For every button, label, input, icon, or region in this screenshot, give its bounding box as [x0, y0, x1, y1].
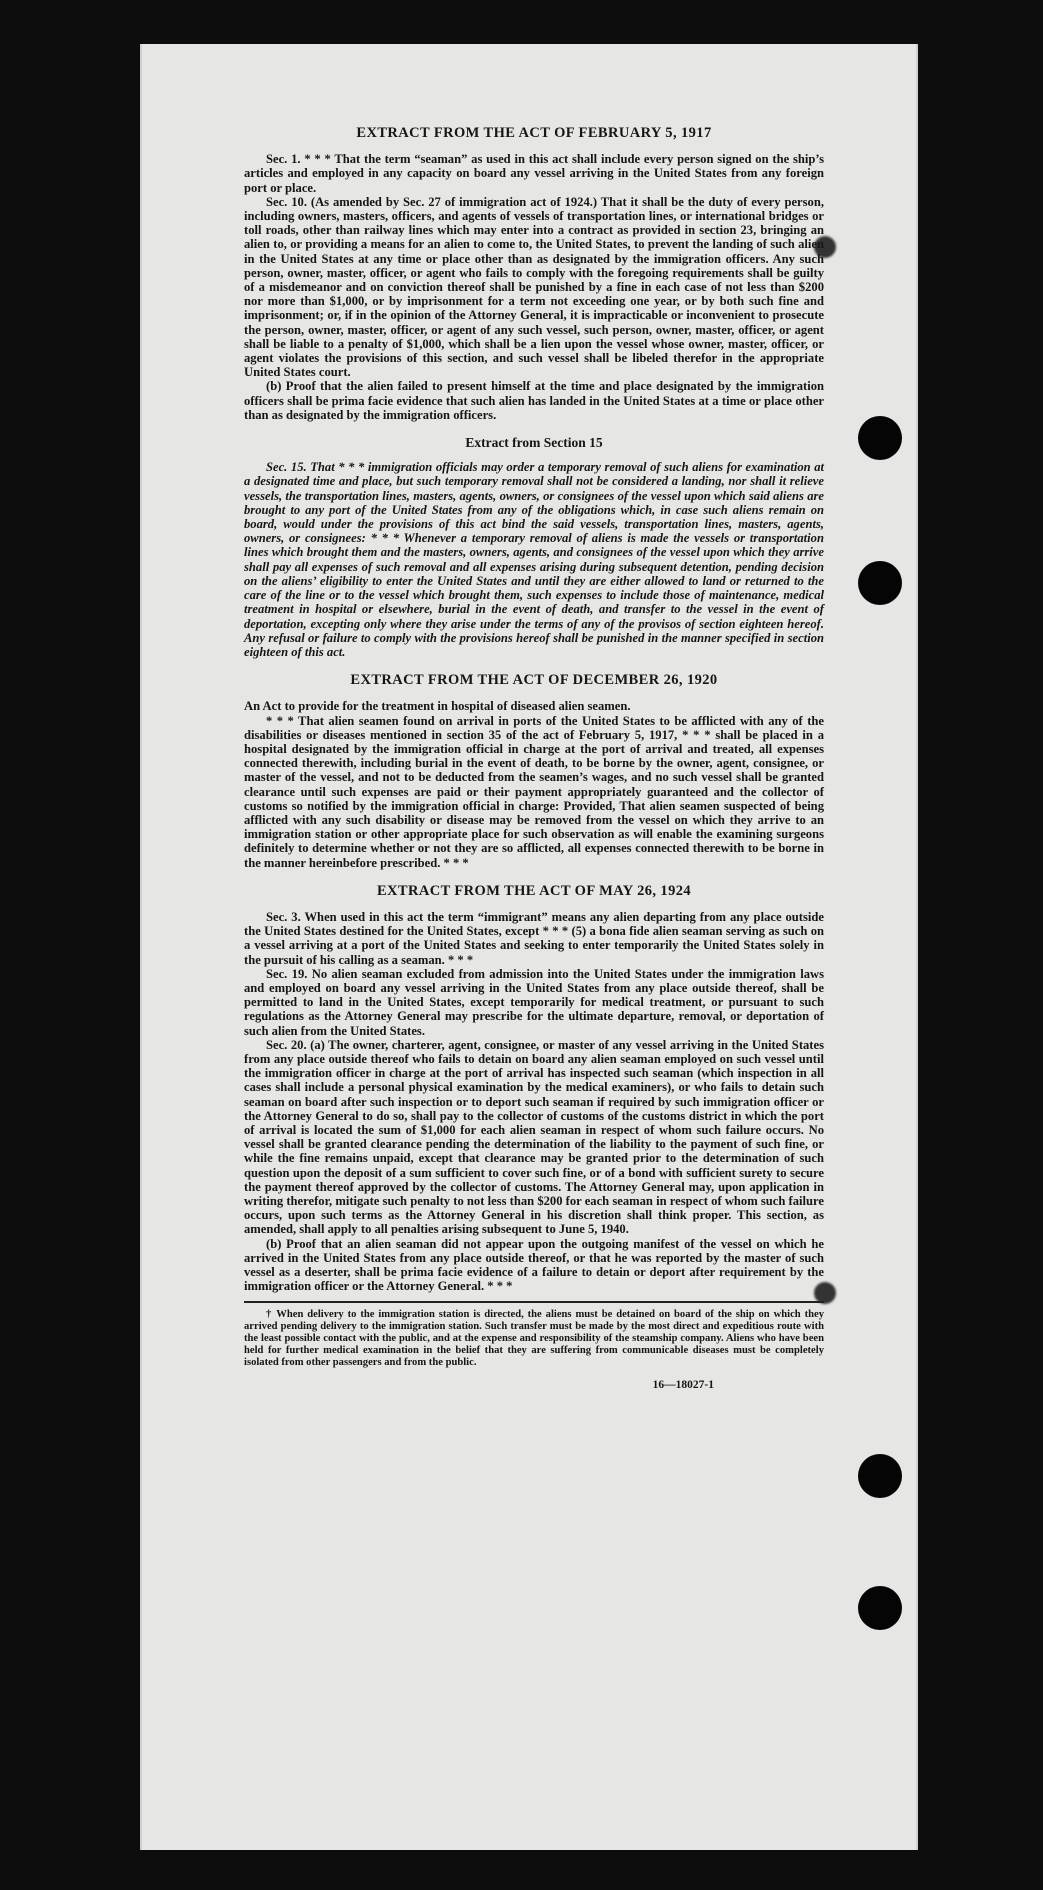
punch-hole [858, 561, 902, 605]
paragraph: Sec. 19. No alien seaman excluded from admission into the United States under the immigration laws and employed on board any vessel arriving in the United States from any place outside thereof, shall be permitted to land in the United States, except temporarily for medical treatment, or pursuant to such regulations as the Attorney General may prescribe for the ultimate departure, removal, or deportation of such alien from the United States. [244, 966, 824, 1038]
paragraph: (b) Proof that an alien seaman did not appear upon the outgoing manifest of the vessel on which he arrived in the United States from any place outside thereof, or that he was reported by the master of such vessel as a deserter, shall be prima facie evidence of a failure to detain or deport after requirement by the immigration officer or the Attorney General. * * * [244, 1236, 824, 1294]
paragraph: An Act to provide for the treatment in hospital of diseased alien seamen. [244, 699, 631, 714]
section-title: EXTRACT FROM THE ACT OF FEBRUARY 5, 1917 [356, 125, 712, 141]
punch-hole [858, 1586, 902, 1630]
divider [244, 1301, 824, 1303]
paragraph: (b) Proof that the alien failed to present himself at the time and place designated by the immigration officers shall be prima facie evidence that such alien has landed in the United States at a time or place other than as designated by the immigration officers. [244, 379, 824, 422]
paragraph: Sec. 3. When used in this act the term “immigrant” means any alien departing from any place outside the United States destined for the United States, except * * * (5) a bona fide alien seaman serving as such on a vessel arriving at a port of the United States and seeking to enter temporarily the United States solely in the pursuit of his calling as a seaman. * * * [244, 909, 824, 967]
footnote: † When delivery to the immigration station is directed, the aliens must be detained on board of the ship on which they arrived pending delivery to the immigration station. Such transfer must be made by the most direct and expeditious route with the least possible contact with the public, and at the expense and responsibility of the steamship company. Aliens who have been held for further medical examination in the belief that they are suffering from communicable diseases must be completely isolated from other passengers and from the public. [244, 1309, 824, 1368]
paragraph: * * * That alien seamen found on arrival in ports of the United States to be afflicted with any of the disabilities or diseases mentioned in section 35 of the act of February 5, 1917, * * * shall be placed in a hospital designated by the immigration official in charge at the port of arrival and treated, all expenses connected therewith, including burial in the event of death, to be borne by the owner, agent, consignee, or master of the vessel, and not to be deducted from the seamen’s wages, and no such vessel shall be granted clearance until such expenses are paid or their payment appropriately guaranteed and the collector of customs so notified by the immigration official in charge: Provided, That alien seamen suspected of being afflicted with any such disability or disease may be removed from the vessel on which they arrive to an immigration station or other appropriate place for such observation as will enable the examining surgeons definitely to determine whether or not they are so afflicted, all expenses connected therewith to be borne in the manner hereinbefore prescribed. * * * [244, 713, 824, 870]
document-page [140, 44, 918, 1850]
section-title: EXTRACT FROM THE ACT OF MAY 26, 1924 [376, 882, 692, 899]
paragraph: Sec. 1. * * * That the term “seaman” as used in this act shall include every person signed on the ship’s articles and employed in any capacity on board any vessel arriving in the United States from any foreign port or place. [244, 152, 824, 195]
section-title: Extract from Section 15 [465, 435, 603, 451]
form-number: 16—18027-1 [652, 1379, 714, 1392]
punch-hole [858, 1454, 902, 1498]
punch-hole [858, 416, 902, 460]
section-title: EXTRACT FROM THE ACT OF DECEMBER 26, 1920 [350, 672, 718, 689]
document-body [244, 126, 824, 1393]
paragraph: Sec. 20. (a) The owner, charterer, agent, consignee, or master of any vessel arriving in the United States from any place outside thereof who fails to detain on board any alien seaman employed on such vessel until the immigration officer in charge at the port of arrival has inspected such seaman (which inspection in all cases shall include a personal physical examination by the medical examiners), or who fails to detain such seaman on board after such inspection or to deport such seaman if required by such immigration officer or the Attorney General to do so, shall pay to the collector of customs of the customs district in which the port of arrival is located the sum of $1,000 for each alien seaman in respect of whom such failure occurs. No vessel shall be granted clearance pending the determination of the liability to the payment of such fine, or while the fine remains unpaid, except that clearance may be granted prior to the determination of such question upon the deposit of a sum sufficient to cover such fine, or of a bond with sufficient surety to secure the payment thereof approved by the collector of customs. The Attorney General may, upon application in writing therefor, mitigate such penalty to not less than $200 for each seaman in respect of whom such failure occurs, upon such terms as the Attorney General in his discretion shall think proper. This section, as amended, shall apply to all penalties arising subsequent to June 5, 1940. [244, 1037, 824, 1237]
paragraph: Sec. 15. That * * * immigration officials may order a temporary removal of such aliens for examination at a designated time and place, but such temporary removal shall not be considered a landing, nor shall it relieve vessels, the transportation lines, masters, agents, owners, or consignees of the vessel upon which said aliens are brought to any port of the United States from any of the obligations which, in case such aliens remain on board, would under the provisions of this act bind the said vessels, transportation lines, masters, agents, owners, or consignees: * * * Whenever a temporary removal of aliens is made the vessels or transportation lines which brought them and the masters, owners, agents, and consignees of the vessel upon which they arrive shall pay all expenses of such removal and all expenses arising during subsequent detention, pending decision on the aliens’ eligibility to enter the United States and until they are either allowed to land or returned to the care of the line or to the vessel which brought them, such expenses to include those of maintenance, medical treatment in hospital or elsewhere, burial in the event of death, and transfer to the vessel in the event of deportation, excepting only where they arise under the terms of any of the provisos of section eighteen hereof. Any refusal or failure to comply with the provisions hereof shall be punished in the manner specified in section eighteen of this act. [244, 460, 824, 659]
paragraph: Sec. 10. (As amended by Sec. 27 of immigration act of 1924.) That it shall be the duty of every person, including owners, masters, officers, and agents of vessels of transportation lines, or international bridges or toll roads, other than railway lines which may enter into a contract as provided in section 23, bringing an alien to, or providing a means for an alien to come to, the United States, to prevent the landing of such alien in the United States at any time or place other than as designated by the immigration officers. Any such person, owner, master, officer, or agent who fails to comply with the foregoing requirements shall be guilty of a misdemeanor and on conviction thereof shall be punished by a fine in each case of not less than $200 nor more than $1,000, or by imprisonment for a term not exceeding one year, or by both such fine and imprisonment; or, if in the opinion of the Attorney General, it is impracticable or inconvenient to prosecute the person, owner, master, officer, or agent of any such vessel, such person, owner, master, officer, or agent shall be liable to a penalty of $1,000, which shall be a lien upon the vessel whose owner, master, officer, or agent violates the provisions of this section, and such vessel shall be libeled therefor in the appropriate United States court. [244, 194, 824, 380]
